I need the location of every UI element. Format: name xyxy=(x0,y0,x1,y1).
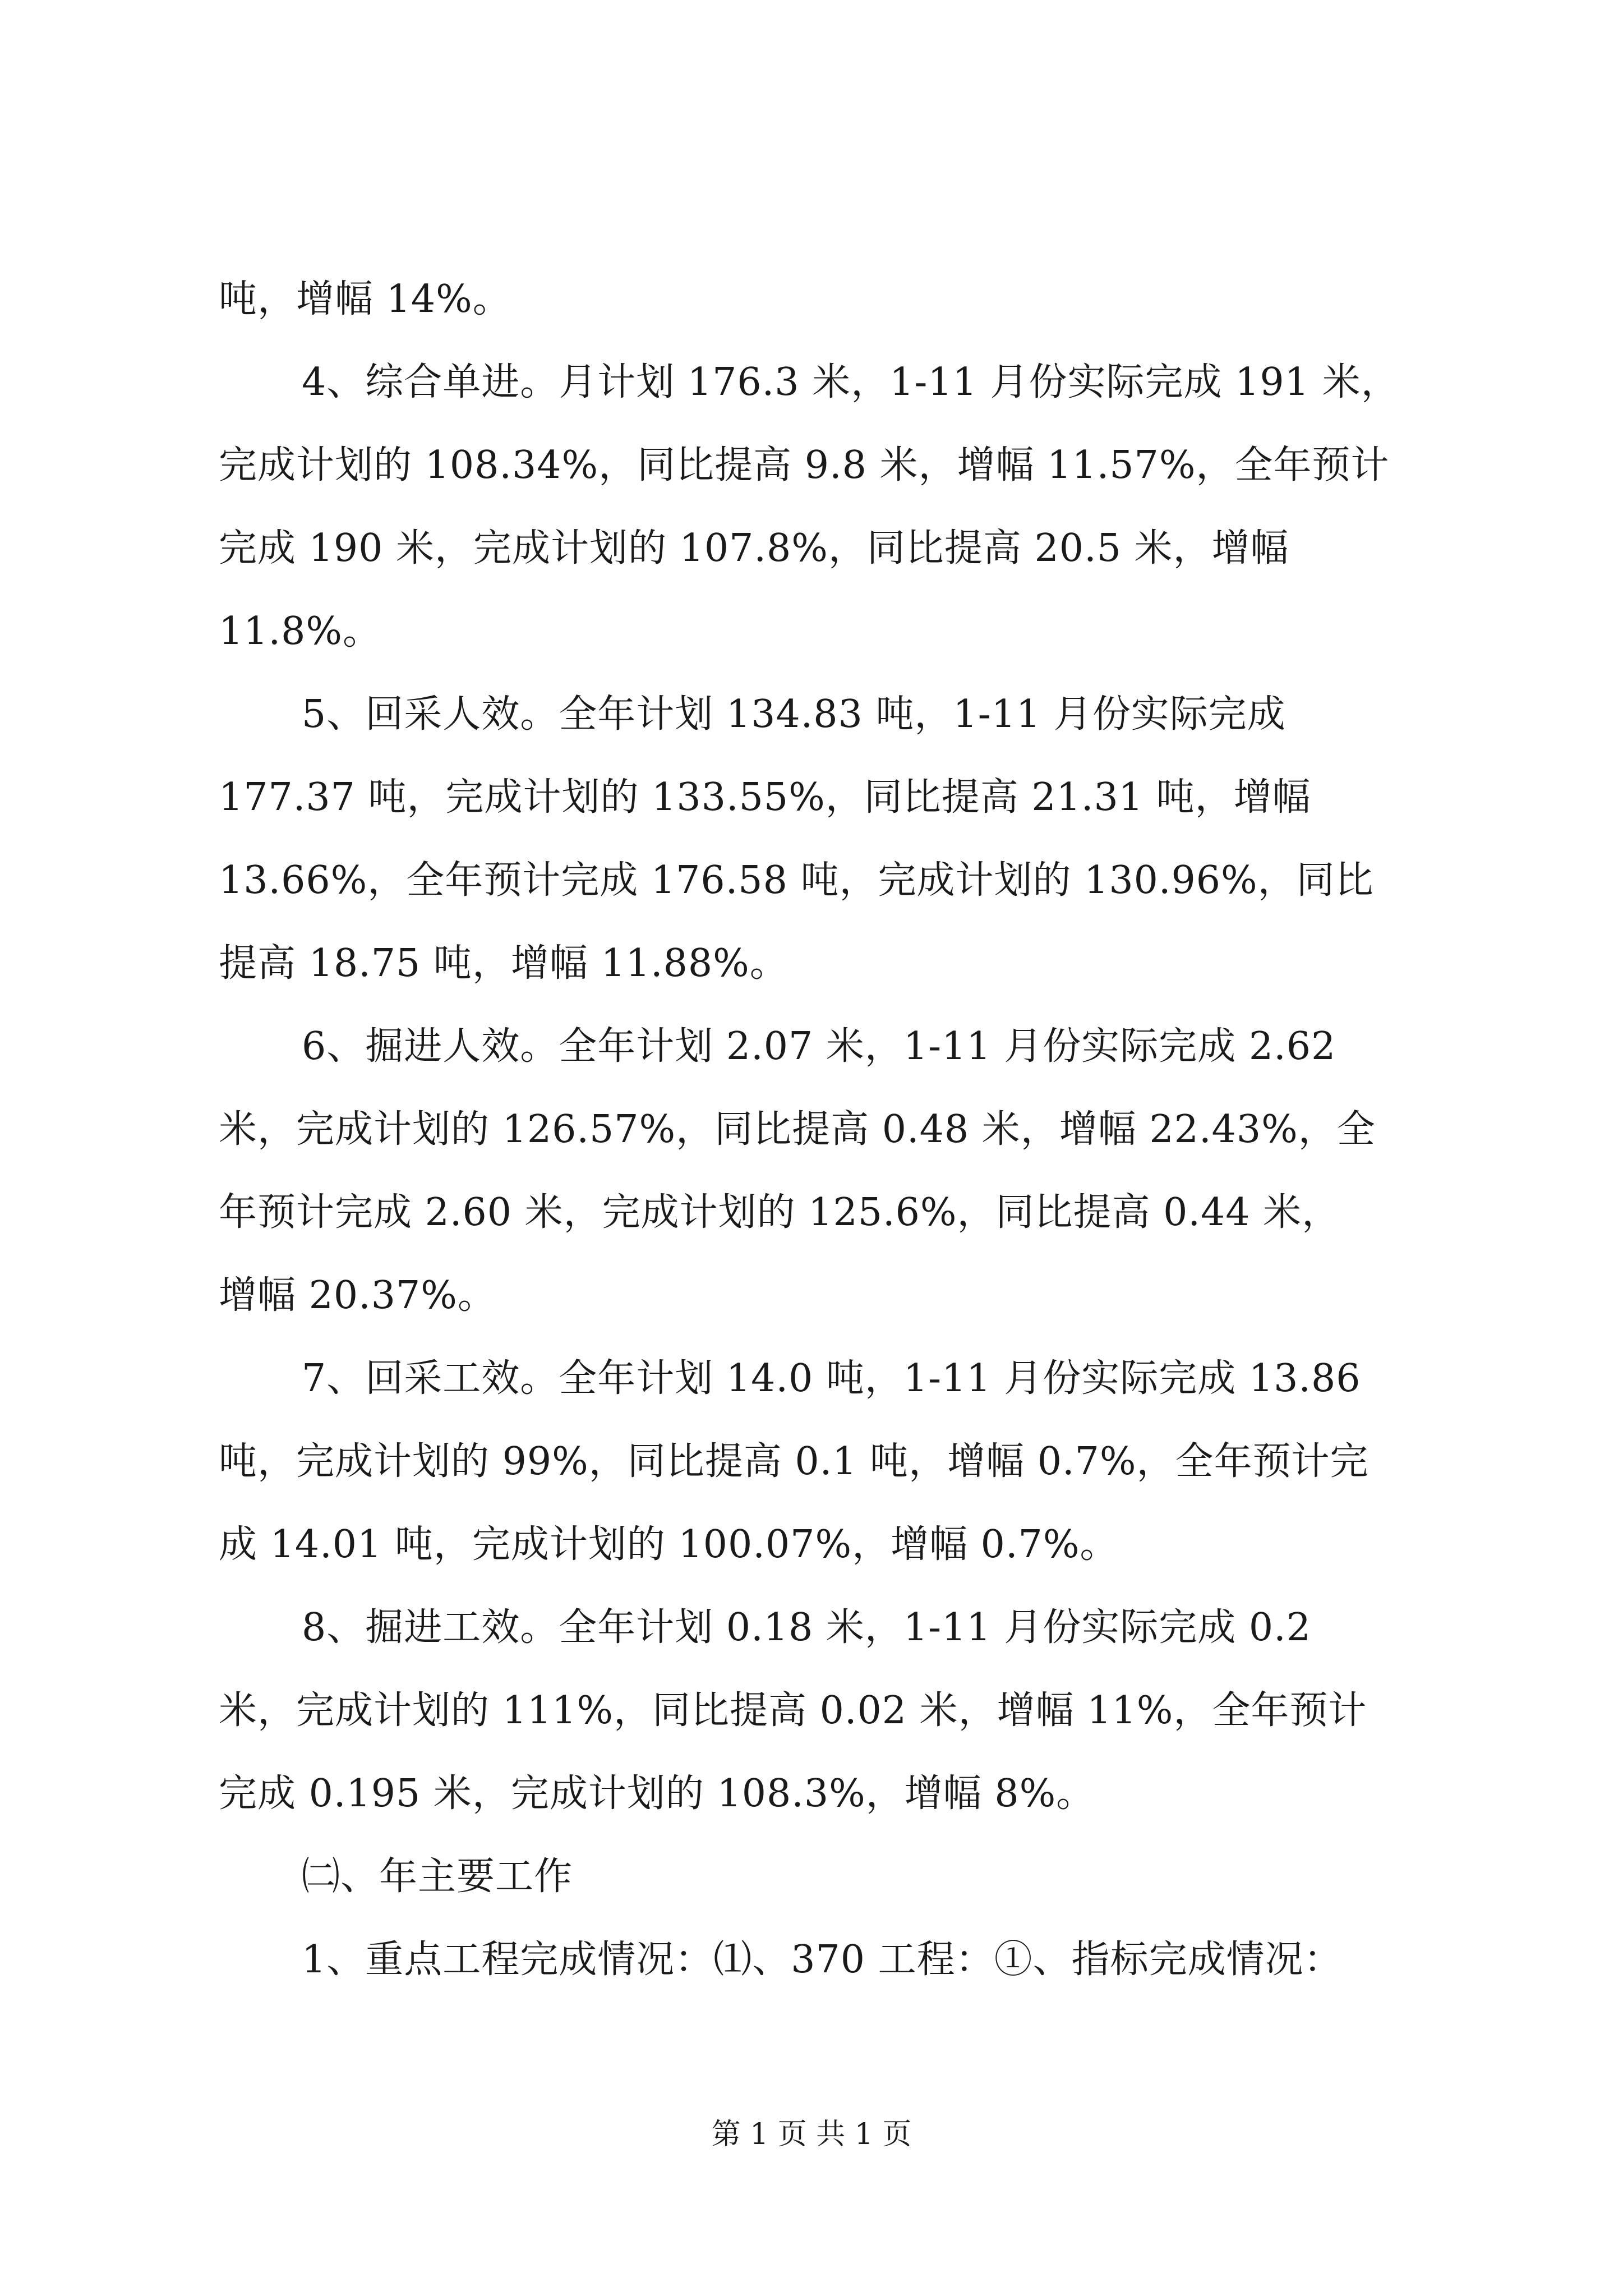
text-line: 完成 190 米，完成计划的 107.8%，同比提高 20.5 米，增幅 xyxy=(219,526,1289,570)
text-line: 13.66%，全年预计完成 176.58 吨，完成计划的 130.96%，同比 xyxy=(219,858,1374,903)
text-line: 增幅 20.37%。 xyxy=(219,1273,496,1318)
text-line: 提高 18.75 吨，增幅 11.88%。 xyxy=(219,941,789,986)
text-line: 11.8%。 xyxy=(219,609,382,654)
text-line: 成 14.01 吨，完成计划的 100.07%，增幅 0.7%。 xyxy=(219,1522,1119,1567)
text-line: 177.37 吨，完成计划的 133.55%，同比提高 21.31 吨，增幅 xyxy=(219,775,1311,820)
text-line: 完成 0.195 米，完成计划的 108.3%，增幅 8%。 xyxy=(219,1772,1095,1816)
text-line: 年预计完成 2.60 米，完成计划的 125.6%，同比提高 0.44 米， xyxy=(219,1190,1341,1235)
text-line: 米，完成计划的 126.57%，同比提高 0.48 米，增幅 22.43%，全 xyxy=(219,1107,1376,1152)
text-line: 完成计划的 108.34%，同比提高 9.8 米，增幅 11.57%，全年预计 xyxy=(219,443,1390,487)
text-line: 5、回采人效。全年计划 134.83 吨，1-11 月份实际完成 xyxy=(302,692,1286,737)
text-line: 8、掘进工效。全年计划 0.18 米，1-11 月份实际完成 0.2 xyxy=(302,1605,1312,1650)
text-line: 6、掘进人效。全年计划 2.07 米，1-11 月份实际完成 2.62 xyxy=(302,1024,1336,1069)
page-footer: 第 1 页 共 1 页 xyxy=(711,2118,912,2151)
text-line: 吨，增幅 14%。 xyxy=(219,277,511,321)
text-line: 7、回采工效。全年计划 14.0 吨，1-11 月份实际完成 13.86 xyxy=(302,1356,1361,1401)
text-line: 1、重点工程完成情况：⑴、370 工程：①、指标完成情况： xyxy=(302,1938,1343,1982)
text-line: 吨，完成计划的 99%，同比提高 0.1 吨，增幅 0.7%，全年预计完 xyxy=(219,1439,1369,1484)
text-line: 4、综合单进。月计划 176.3 米，1-11 月份实际完成 191 米， xyxy=(302,360,1400,404)
section-heading: ㈡、年主要工作 xyxy=(302,1855,573,1899)
document-body xyxy=(219,258,1419,2001)
text-line: 米，完成计划的 111%，同比提高 0.02 米，增幅 11%，全年预计 xyxy=(219,1688,1367,1733)
